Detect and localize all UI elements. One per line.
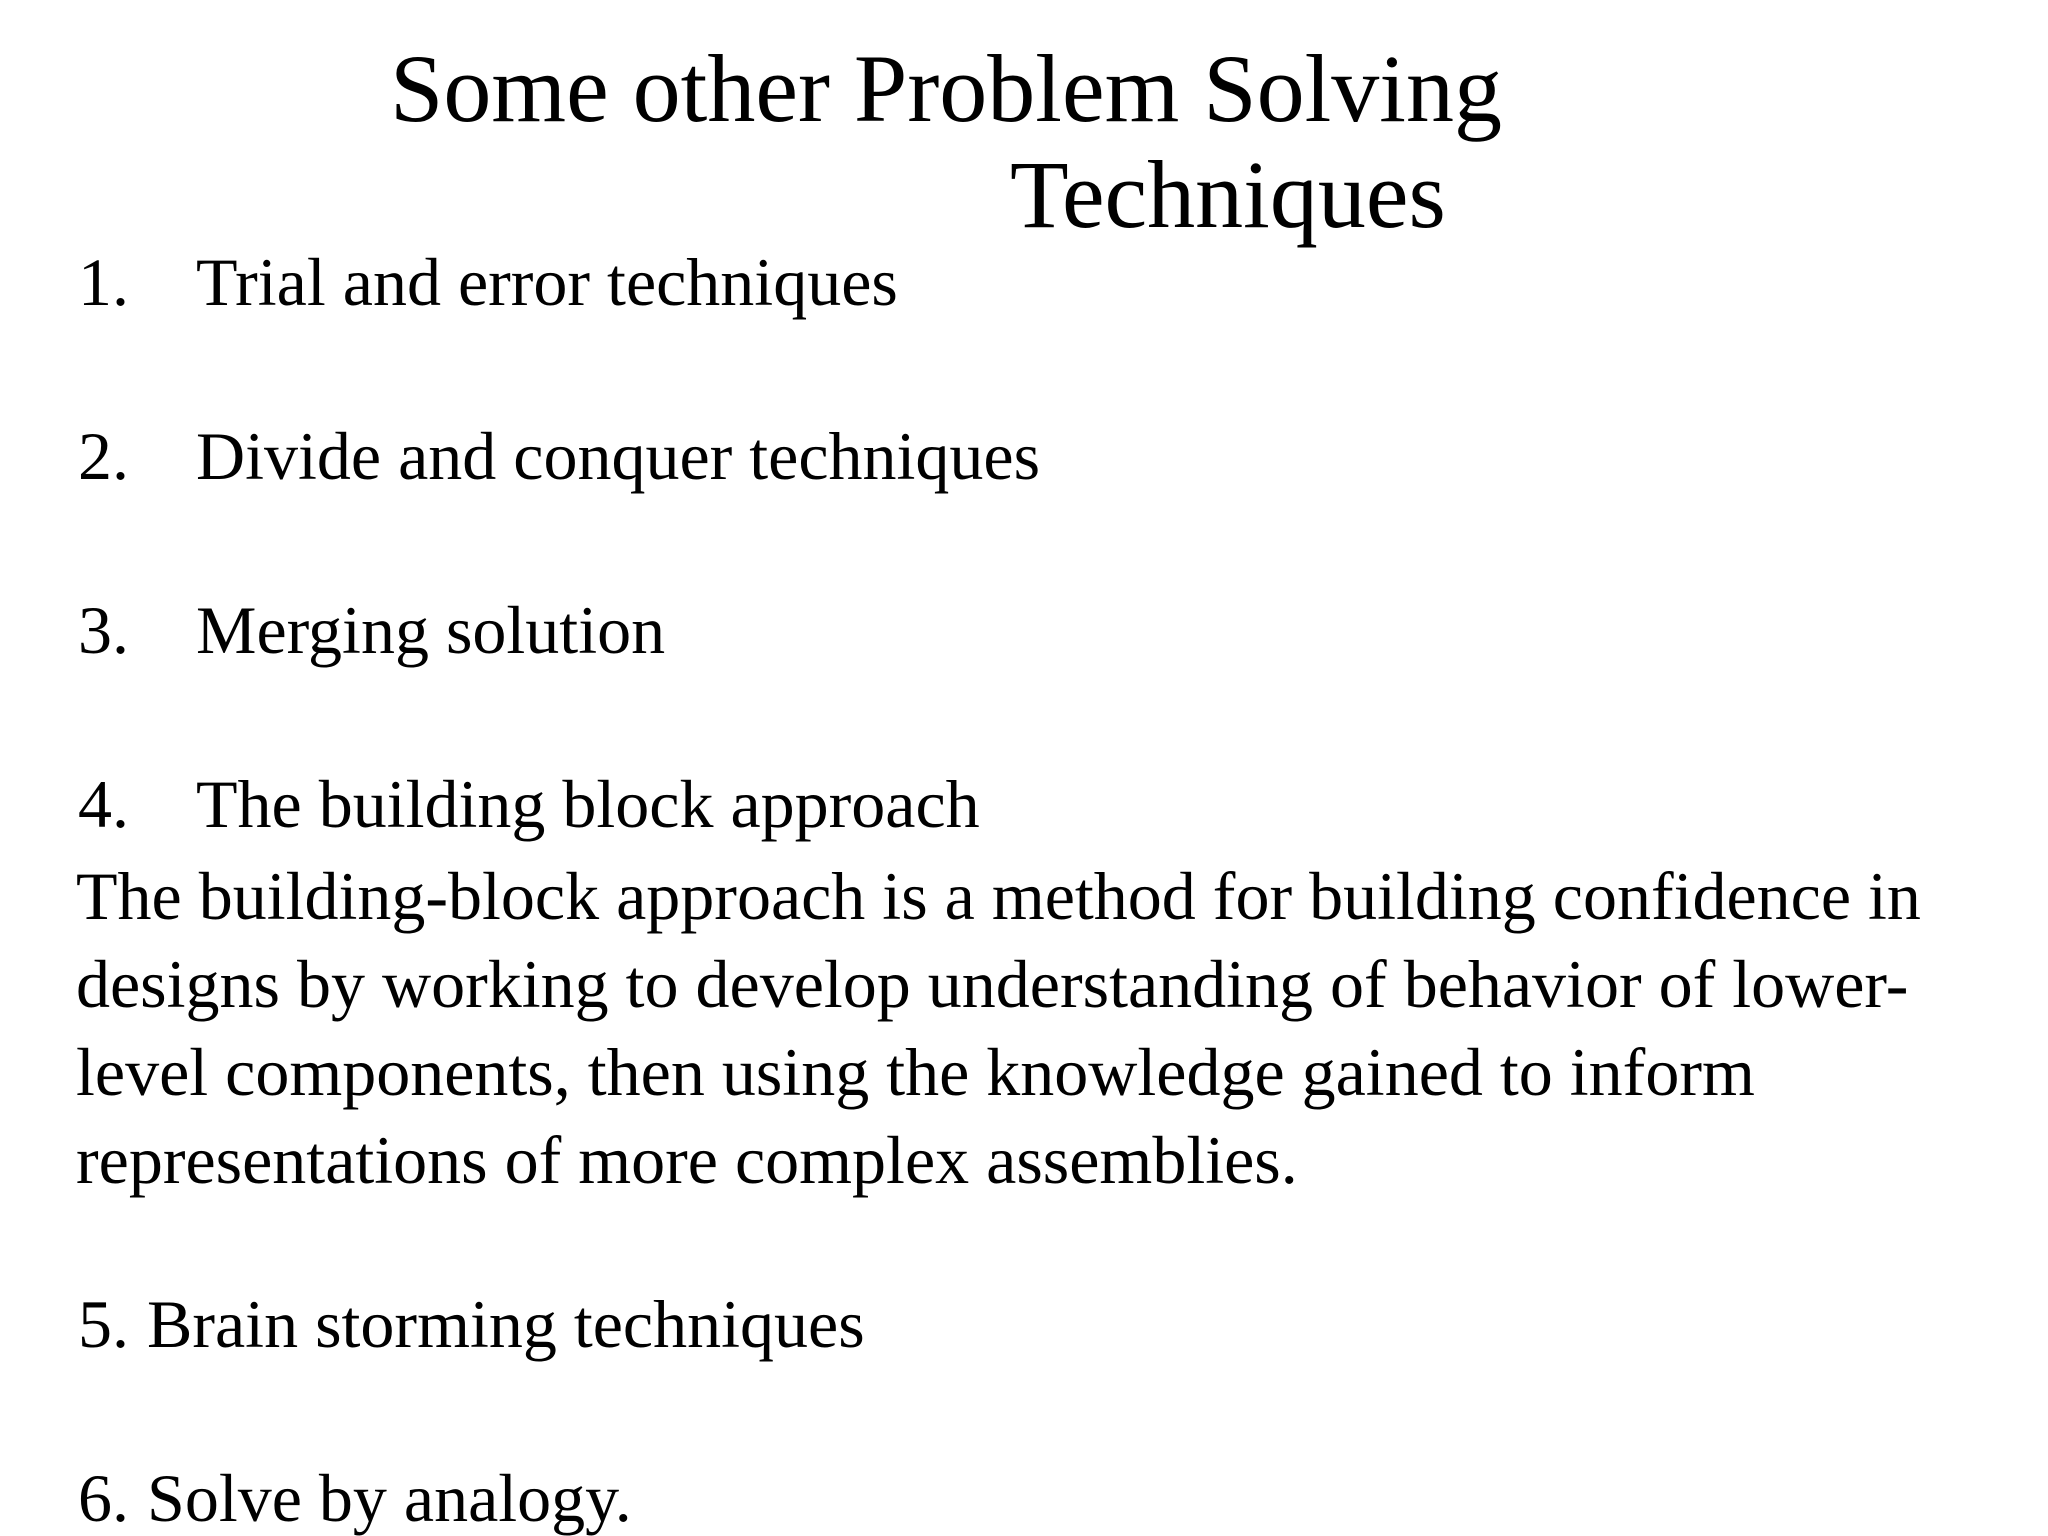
description-line-1: The building-block approach is a method for building confidence in xyxy=(76,858,1921,934)
list-item-number: 6. xyxy=(78,1460,129,1536)
list-item-text: Merging solution xyxy=(196,592,666,668)
list-item-text: Brain storming techniques xyxy=(147,1286,865,1362)
list-item-trial-and-error xyxy=(78,244,898,320)
list-item-number: 5. xyxy=(78,1286,129,1362)
list-item-solve-by-analogy xyxy=(78,1460,632,1536)
list-item-brain-storming xyxy=(78,1286,865,1362)
building-block-description xyxy=(76,852,2036,1204)
list-item-merging-solution xyxy=(78,592,665,668)
list-item-building-block xyxy=(78,766,980,842)
list-item-divide-and-conquer xyxy=(78,418,1040,494)
description-line-3: level components, then using the knowledge gained to inform xyxy=(76,1034,1755,1110)
list-item-number: 3. xyxy=(78,592,129,668)
list-item-text: The building block approach xyxy=(196,766,980,842)
description-line-2: designs by working to develop understanding of behavior of lower- xyxy=(76,946,1909,1022)
list-item-text: Divide and conquer techniques xyxy=(196,418,1041,494)
list-item-number: 1. xyxy=(78,244,129,320)
description-line-4: representations of more complex assemblies. xyxy=(76,1122,1298,1198)
list-item-number: 4. xyxy=(78,766,129,842)
list-item-number: 2. xyxy=(78,418,129,494)
title-line-2: Techniques xyxy=(1010,141,1446,248)
title-line-1: Some other Problem Solving xyxy=(390,35,1502,142)
list-item-text: Solve by analogy. xyxy=(147,1460,632,1536)
list-item-text: Trial and error techniques xyxy=(196,244,898,320)
